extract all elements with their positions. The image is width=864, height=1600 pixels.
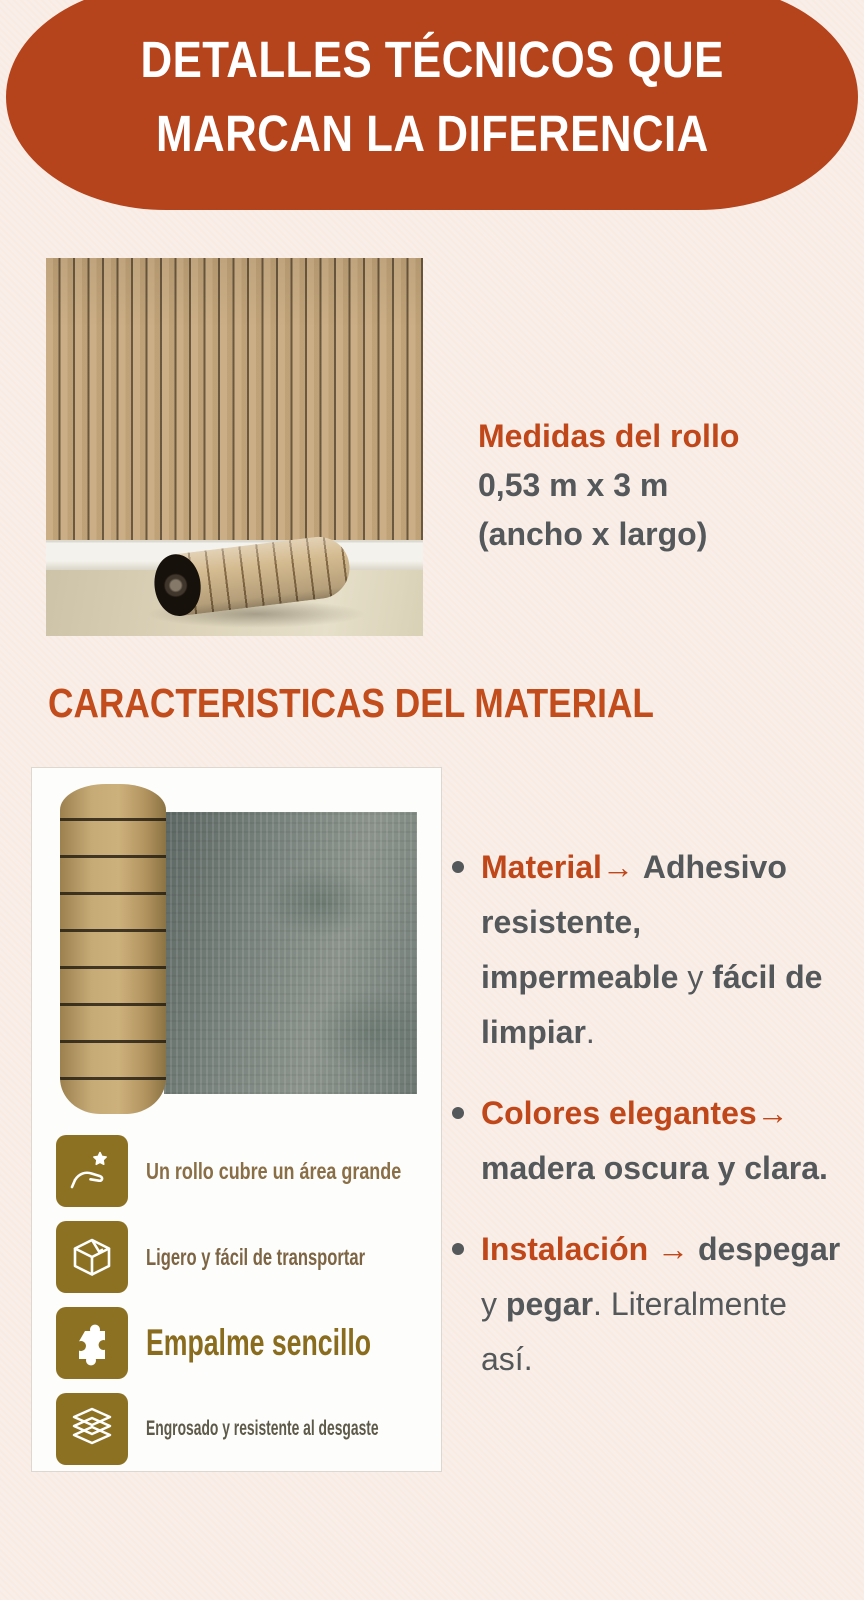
slat-wall	[46, 258, 423, 540]
layers-icon	[56, 1393, 128, 1465]
feature-row	[56, 1393, 431, 1465]
bullet-list	[452, 840, 852, 1413]
vinyl-roll	[60, 784, 166, 1114]
bullet-dot	[452, 861, 464, 873]
bullet-text-part: despegar	[697, 1231, 841, 1267]
roll-measurements	[478, 412, 739, 559]
bullet-text-part	[634, 849, 643, 885]
measurements-note: (ancho x largo)	[478, 516, 708, 552]
feature-label: Empalme sencillo	[146, 1322, 372, 1363]
bullet-text	[481, 840, 843, 1060]
bullet-item	[452, 1086, 852, 1196]
puzzle-icon	[56, 1307, 128, 1379]
bullet-text-part: Adhesivo resistente,	[481, 849, 787, 940]
section-title: CARACTERISTICAS DEL MATERIAL	[48, 680, 654, 726]
feature-row	[56, 1135, 431, 1207]
header-banner	[6, 0, 858, 210]
bullet-text	[481, 1086, 843, 1196]
feature-label: Un rollo cubre un área grande	[146, 1157, 402, 1184]
bullet-text-part: Material→	[481, 849, 634, 885]
hand-star-icon	[56, 1135, 128, 1207]
feature-label: Ligero y fácil de transportar	[146, 1243, 366, 1270]
bullet-text-part: y	[678, 959, 713, 995]
box-icon	[56, 1221, 128, 1293]
bullet-text-part: pegar	[505, 1286, 594, 1322]
bullet-text-part: y	[481, 1286, 506, 1322]
bullet-text	[481, 1222, 843, 1387]
bullet-text-part: Literalmente así.	[481, 1286, 787, 1377]
bullet-text-part: fácil de limpiar	[481, 959, 823, 1050]
bullet-item	[452, 1222, 852, 1387]
bullet-text-part: impermeable	[481, 959, 679, 995]
feature-label: Engrosado y resistente al desgaste	[146, 1417, 379, 1440]
wall-panel-photo	[46, 258, 423, 636]
measurements-value: 0,53 m x 3 m	[478, 467, 669, 503]
adhesive-backing-sheet	[164, 812, 417, 1094]
bullet-text-part: Instalación →	[481, 1231, 690, 1267]
bullet-text-part: madera oscura y clara.	[481, 1150, 828, 1186]
bullet-text-part: .	[593, 1286, 611, 1322]
bullet-dot	[452, 1107, 464, 1119]
bullet-item	[452, 840, 852, 1060]
bullet-dot	[452, 1243, 464, 1255]
features-list	[56, 1135, 431, 1479]
material-panel	[31, 767, 442, 1472]
bullet-text-part	[689, 1231, 698, 1267]
measurements-title: Medidas del rollo	[478, 418, 740, 454]
feature-row	[56, 1307, 431, 1379]
header-title-line1: DETALLES TÉCNICOS QUE	[140, 31, 724, 88]
feature-row	[56, 1221, 431, 1293]
bullet-text-part: Colores elegantes→	[481, 1095, 789, 1131]
bullet-text-part: .	[585, 1014, 595, 1050]
header-title-line2: MARCAN LA DIFERENCIA	[155, 105, 709, 162]
